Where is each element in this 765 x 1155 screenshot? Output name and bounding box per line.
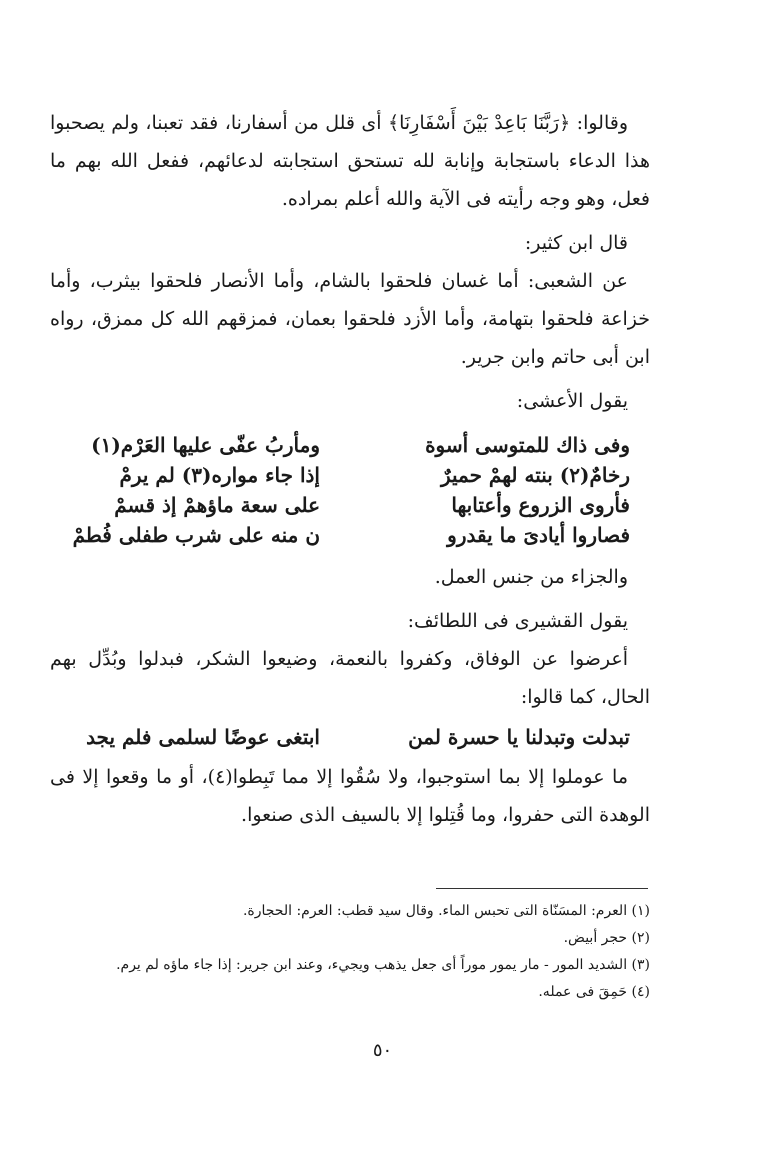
verse-second-hemistich: ابتغى عوضًا لسلمى فلم يجد — [86, 725, 320, 749]
paragraph-3: والجزاء من جنس العمل. — [434, 566, 628, 588]
paragraph-4: أعرضوا عن الوفاق، وكفروا بالنعمة، وضيعوا الشكر، فبدلوا وبُدِّل بهم الحال، كما قالوا: — [50, 648, 650, 708]
footnote-2: (٢) حجر أبيض. — [563, 930, 650, 946]
verse-first-hemistich: فأروى الزروع وأعتابها — [451, 493, 630, 517]
footnotes — [50, 898, 650, 1006]
verse-line — [50, 490, 650, 520]
page-number: ٥٠ — [372, 1040, 393, 1061]
verse-first-hemistich: فصاروا أيادىَ ما يقدرو — [447, 523, 630, 547]
paragraph-2: عن الشعبى: أما غسان فلحقوا بالشام، وأما الأنصار فلحقوا بيثرب، وأما خزاعة فلحقوا بتهامة، وأما الأزد فلحقوا بعمان، فمزقهم الله كل ممزق، رواه ابن أبى حاتم وابن جرير. — [50, 270, 650, 368]
page-body — [50, 104, 650, 834]
verse-second-hemistich: إذا جاء مواره(٣) لم يرمْ — [119, 463, 320, 487]
verse-first-hemistich: رخامٌ(٢) بنته لهمْ حميرٌ — [440, 463, 630, 487]
verse-second-hemistich: على سعة ماؤهمْ إذ قسمْ — [114, 493, 320, 517]
verse-line — [50, 430, 650, 460]
heading-ibn-kathir: قال ابن كثير: — [524, 232, 628, 254]
verse-second-hemistich: ن منه على شرب طفلى فُطمْ — [72, 523, 320, 547]
verse-first-hemistich: تبدلت وتبدلنا يا حسرة لمن — [408, 725, 630, 749]
paragraph-1: وقالوا: ﴿رَبَّنَا بَاعِدْ بَيْنَ أَسْفَارِنَا﴾ أى قلل من أسفارنا، فقد تعبنا، ولم يصحبوا هذا الدعاء باستجابة وإنابة لله تستحق استجابته لدعائهم، ففعل الله بهم ما فعل، وهو وجه رأيته فى الآية والله أعلم بمراده. — [50, 112, 650, 210]
verse-second-hemistich: ومأربُ عفّى عليها العَرْم(١) — [91, 433, 320, 457]
verse-line — [50, 520, 650, 550]
footnote-divider — [436, 888, 648, 889]
single-verse — [50, 722, 650, 752]
heading-al-asha: يقول الأعشى: — [516, 390, 628, 412]
footnote-1: (١) العرم: المسَنّاة التى تحبس الماء. وقال سيد قطب: العرم: الحجارة. — [242, 903, 650, 919]
footnote-3: (٣) الشديد المور - مار يمور موراً أى جعل يذهب ويجيء، وعند ابن جرير: إذا جاء ماؤه لم يرم. — [116, 957, 650, 973]
footnote-4: (٤) حَمِقَ فى عمله. — [538, 984, 650, 1000]
verse-first-hemistich: وفى ذاك للمتوسى أسوة — [425, 433, 630, 457]
poem-verses — [50, 430, 650, 550]
heading-qushayri: يقول القشيرى فى اللطائف: — [407, 610, 628, 632]
verse-line — [50, 460, 650, 490]
paragraph-5: ما عوملوا إلا بما استوجبوا، ولا سُقُوا إلا مما تَبِطوا(٤)، أو ما وقعوا إلا فى الوهدة التى حفروا، وما قُتِلوا إلا بالسيف الذى صنعوا. — [50, 766, 650, 826]
